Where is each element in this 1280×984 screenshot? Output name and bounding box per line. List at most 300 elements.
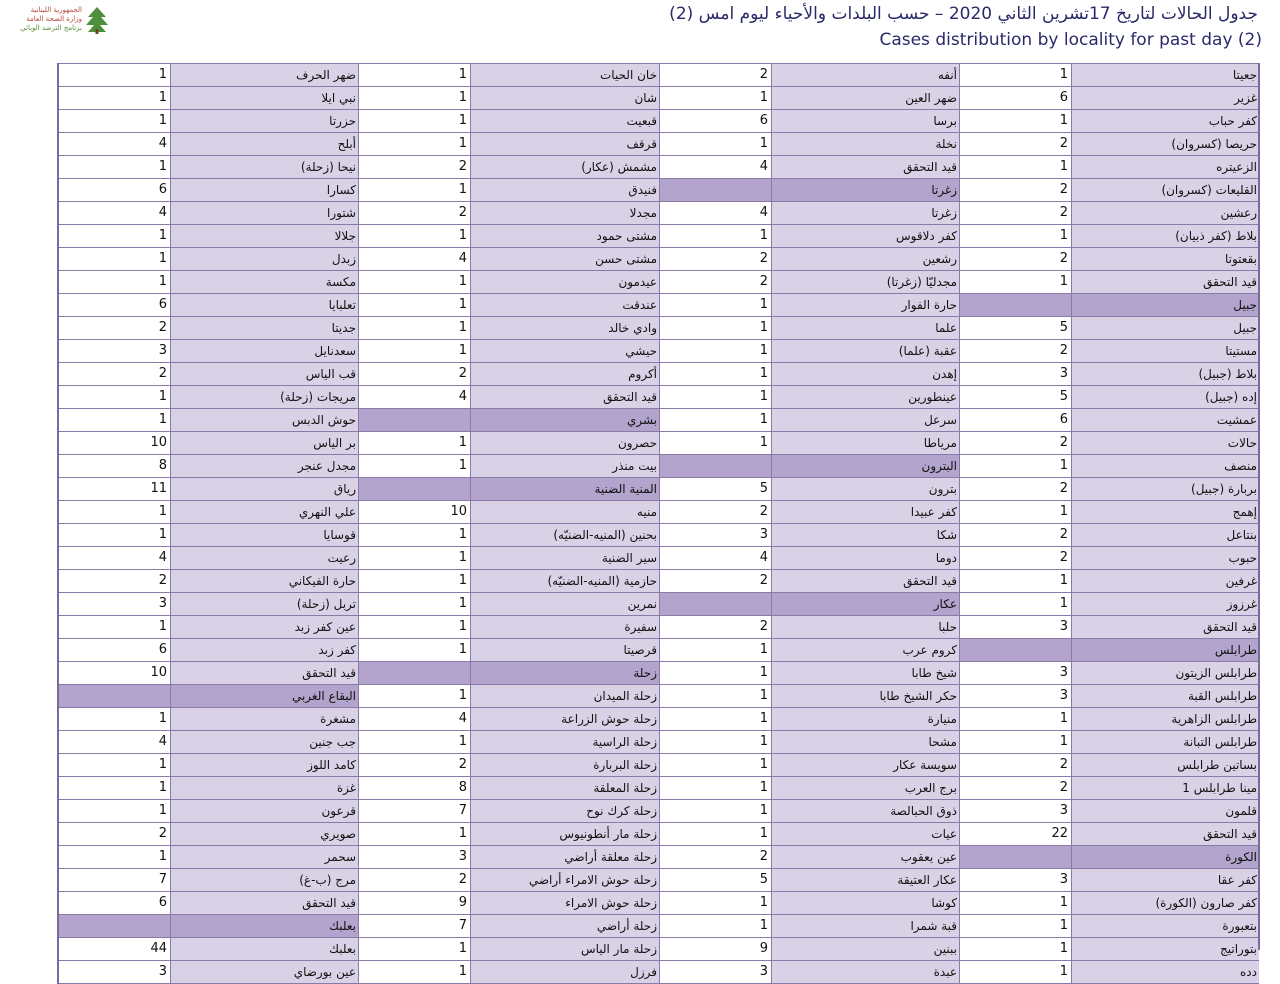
case-count: 1 — [960, 708, 1072, 730]
case-count: 1 — [960, 156, 1072, 178]
case-count — [960, 846, 1072, 868]
case-count: 1 — [660, 823, 772, 845]
locality-name: زغرتا — [772, 202, 959, 224]
table-row — [59, 754, 358, 777]
case-count: 1 — [359, 133, 471, 155]
region-name: الكورة — [1072, 846, 1259, 868]
case-count: 2 — [359, 202, 471, 224]
case-count: 2 — [59, 570, 171, 592]
case-count: 3 — [59, 593, 171, 615]
locality-name: قبة شمرا — [772, 915, 959, 937]
case-count: 2 — [960, 179, 1072, 201]
locality-name: عين يعقوب — [772, 846, 959, 868]
table-row — [960, 248, 1259, 271]
locality-name: مجدل عنجر — [171, 455, 358, 477]
case-count: 1 — [359, 685, 471, 707]
table-row — [660, 294, 959, 317]
case-count: 1 — [960, 455, 1072, 477]
table-row — [359, 869, 659, 892]
region-header-row — [59, 685, 358, 708]
table-row — [960, 432, 1259, 455]
case-count: 1 — [660, 225, 772, 247]
table-row — [660, 340, 959, 363]
locality-name: نيحا (زحلة) — [171, 156, 358, 178]
locality-name: ذوق الحبالصة — [772, 800, 959, 822]
case-count: 4 — [59, 731, 171, 753]
table-row — [960, 409, 1259, 432]
table-row — [59, 271, 358, 294]
case-count: 2 — [59, 363, 171, 385]
table-column-3 — [358, 63, 659, 984]
case-count: 1 — [660, 133, 772, 155]
case-count: 6 — [960, 409, 1072, 431]
locality-name: سحمر — [171, 846, 358, 868]
locality-name: كفر عبيدا — [772, 501, 959, 523]
locality-name: عمشيت — [1072, 409, 1259, 431]
locality-name: القليعات (كسروان) — [1072, 179, 1259, 201]
table-row — [660, 915, 959, 938]
case-count — [59, 685, 171, 707]
case-count: 8 — [59, 455, 171, 477]
locality-name: زحلة معلقة أراضي — [471, 846, 659, 868]
locality-name: مشتى حسن — [471, 248, 659, 270]
case-count: 1 — [59, 271, 171, 293]
table-row — [960, 501, 1259, 524]
table-row — [660, 616, 959, 639]
locality-name: علما — [772, 317, 959, 339]
locality-name: بيت منذر — [471, 455, 659, 477]
locality-name: بربارة (جبيل) — [1072, 478, 1259, 500]
case-count: 1 — [59, 225, 171, 247]
case-count: 2 — [960, 754, 1072, 776]
locality-name: حيشي — [471, 340, 659, 362]
case-count — [960, 294, 1072, 316]
table-column-2 — [659, 63, 959, 984]
case-count: 1 — [960, 64, 1072, 86]
case-count: 1 — [960, 110, 1072, 132]
table-row — [660, 87, 959, 110]
case-count: 1 — [660, 708, 772, 730]
case-count: 6 — [59, 639, 171, 661]
table-row — [660, 685, 959, 708]
locality-name: زحلة أراضي — [471, 915, 659, 937]
locality-name: بنتاعل — [1072, 524, 1259, 546]
table-row — [359, 800, 659, 823]
case-count: 1 — [660, 800, 772, 822]
locality-name: نخلة — [772, 133, 959, 155]
locality-name: مريجات (زحلة) — [171, 386, 358, 408]
table-row — [960, 133, 1259, 156]
table-row — [960, 202, 1259, 225]
table-row — [59, 63, 358, 87]
table-row — [359, 432, 659, 455]
locality-name: عقبة (علما) — [772, 340, 959, 362]
case-count: 3 — [960, 616, 1072, 638]
table-row — [660, 524, 959, 547]
locality-name: قبعيت — [471, 110, 659, 132]
case-count — [660, 455, 772, 477]
table-row — [59, 846, 358, 869]
table-row — [59, 386, 358, 409]
case-count: 1 — [59, 386, 171, 408]
locality-name: حوش الدبس — [171, 409, 358, 431]
locality-name: أبلح — [171, 133, 358, 155]
case-count: 1 — [359, 455, 471, 477]
locality-name: زحلة حوش الزراعة — [471, 708, 659, 730]
table-row — [59, 363, 358, 386]
locality-name: طرابلس القبة — [1072, 685, 1259, 707]
table-row — [59, 616, 358, 639]
case-count: 4 — [59, 133, 171, 155]
case-count: 1 — [359, 317, 471, 339]
locality-name: مشحا — [772, 731, 959, 753]
locality-name: طرابلس الزيتون — [1072, 662, 1259, 684]
case-count: 10 — [359, 501, 471, 523]
case-count: 1 — [59, 616, 171, 638]
cases-table — [57, 63, 1259, 984]
locality-name: حلبا — [772, 616, 959, 638]
case-count: 2 — [359, 363, 471, 385]
locality-name: عكار العتيقة — [772, 869, 959, 891]
table-row — [960, 570, 1259, 593]
region-name: البترون — [772, 455, 959, 477]
table-column-4 — [57, 63, 358, 984]
locality-name: كروم عرب — [772, 639, 959, 661]
case-count: 3 — [59, 340, 171, 362]
case-count: 5 — [660, 869, 772, 891]
locality-name: سرعل — [772, 409, 959, 431]
case-count: 1 — [59, 64, 171, 86]
table-row — [359, 110, 659, 133]
locality-name: بعلبك — [171, 938, 358, 960]
case-count: 1 — [359, 87, 471, 109]
table-row — [660, 662, 959, 685]
locality-name: نبي ايلا — [171, 87, 358, 109]
table-row — [359, 225, 659, 248]
locality-name: عين بورضاي — [171, 961, 358, 983]
table-row — [359, 501, 659, 524]
table-row — [59, 133, 358, 156]
table-row — [359, 363, 659, 386]
region-header-row — [359, 409, 659, 432]
table-row — [660, 846, 959, 869]
locality-name: منيارة — [772, 708, 959, 730]
locality-name: سعدنايل — [171, 340, 358, 362]
table-row — [960, 662, 1259, 685]
locality-name: سير الضنية — [471, 547, 659, 569]
case-count: 6 — [59, 892, 171, 914]
case-count: 1 — [660, 340, 772, 362]
case-count: 1 — [660, 662, 772, 684]
case-count: 3 — [960, 363, 1072, 385]
locality-name: صويري — [171, 823, 358, 845]
table-row — [960, 593, 1259, 616]
locality-name: ضهر الحرف — [171, 64, 358, 86]
case-count: 1 — [960, 892, 1072, 914]
case-count: 2 — [660, 616, 772, 638]
case-count: 1 — [960, 938, 1072, 960]
table-row — [660, 317, 959, 340]
locality-name: قب الياس — [171, 363, 358, 385]
case-count: 1 — [660, 731, 772, 753]
case-count: 1 — [660, 639, 772, 661]
table-row — [660, 271, 959, 294]
locality-name: زحلة حوش الامراء — [471, 892, 659, 914]
locality-name: قرصيتا — [471, 639, 659, 661]
table-row — [660, 961, 959, 984]
region-header-row — [660, 179, 959, 202]
case-count: 1 — [660, 892, 772, 914]
case-count: 2 — [960, 432, 1072, 454]
locality-name: كفر دلاقوس — [772, 225, 959, 247]
locality-name: دوما — [772, 547, 959, 569]
locality-name: الزعيتره — [1072, 156, 1259, 178]
case-count: 1 — [359, 570, 471, 592]
case-count: 1 — [359, 593, 471, 615]
table-row — [660, 869, 959, 892]
case-count — [59, 915, 171, 937]
table-row — [359, 570, 659, 593]
table-row — [59, 501, 358, 524]
case-count: 44 — [59, 938, 171, 960]
case-count: 5 — [960, 386, 1072, 408]
locality-name: كفر صارون (الكورة) — [1072, 892, 1259, 914]
title-arabic: جدول الحالات لتاريخ 17تشرين الثاني 2020 – حسب البلدات والأحياء ليوم امس (2) — [669, 4, 1258, 24]
locality-name: عيات — [772, 823, 959, 845]
case-count: 1 — [359, 616, 471, 638]
table-row — [59, 547, 358, 570]
case-count: 3 — [960, 800, 1072, 822]
table-row — [960, 823, 1259, 846]
locality-name: بتعبورة — [1072, 915, 1259, 937]
table-row — [960, 754, 1259, 777]
table-row — [359, 294, 659, 317]
table-row — [59, 202, 358, 225]
locality-name: حبوب — [1072, 547, 1259, 569]
table-row — [359, 616, 659, 639]
locality-name: سفيرة — [471, 616, 659, 638]
table-column-1 — [959, 63, 1259, 984]
table-row — [59, 340, 358, 363]
table-row — [59, 639, 358, 662]
table-row — [660, 547, 959, 570]
table-row — [59, 570, 358, 593]
table-row — [359, 593, 659, 616]
locality-name: حارة الفوار — [772, 294, 959, 316]
table-row — [960, 961, 1259, 984]
table-row — [59, 294, 358, 317]
table-row — [359, 271, 659, 294]
case-count: 2 — [59, 823, 171, 845]
locality-name: جب جنين — [171, 731, 358, 753]
case-count: 2 — [660, 271, 772, 293]
table-row — [359, 63, 659, 87]
table-row — [359, 455, 659, 478]
locality-name: قوسايا — [171, 524, 358, 546]
locality-name: طرابلس التبانة — [1072, 731, 1259, 753]
table-row — [960, 317, 1259, 340]
table-row — [960, 179, 1259, 202]
table-row — [960, 271, 1259, 294]
table-row — [960, 777, 1259, 800]
locality-name: رعيت — [171, 547, 358, 569]
case-count: 1 — [960, 593, 1072, 615]
case-count: 2 — [660, 248, 772, 270]
region-name: بعلبك — [171, 915, 358, 937]
case-count: 2 — [359, 156, 471, 178]
region-header-row — [359, 478, 659, 501]
table-row — [960, 547, 1259, 570]
table-row — [59, 777, 358, 800]
table-row — [660, 363, 959, 386]
case-count: 3 — [960, 869, 1072, 891]
table-row — [59, 731, 358, 754]
locality-name: زحلة المعلقة — [471, 777, 659, 799]
locality-name: ببنين — [772, 938, 959, 960]
cedar-tree-icon — [82, 5, 112, 35]
locality-name: عيدمون — [471, 271, 659, 293]
locality-name: إهدن — [772, 363, 959, 385]
case-count: 1 — [359, 179, 471, 201]
case-count: 1 — [660, 754, 772, 776]
locality-name: كوشا — [772, 892, 959, 914]
table-row — [59, 961, 358, 984]
case-count: 3 — [660, 524, 772, 546]
locality-name: حالات — [1072, 432, 1259, 454]
table-row — [960, 87, 1259, 110]
table-row — [59, 800, 358, 823]
locality-name: مينا طرابلس 1 — [1072, 777, 1259, 799]
locality-name: كسارا — [171, 179, 358, 201]
region-name: طرابلس — [1072, 639, 1259, 661]
table-row — [960, 524, 1259, 547]
locality-name: قيد التحقق — [471, 386, 659, 408]
locality-name: بتوراتيج — [1072, 938, 1259, 960]
locality-name: إده (جبيل) — [1072, 386, 1259, 408]
locality-name: كفر زبد — [171, 639, 358, 661]
case-count: 3 — [960, 662, 1072, 684]
table-row — [960, 685, 1259, 708]
locality-name: خان الحيات — [471, 64, 659, 86]
locality-name: زحلة الميدان — [471, 685, 659, 707]
table-row — [359, 547, 659, 570]
table-row — [359, 340, 659, 363]
case-count: 6 — [59, 179, 171, 201]
case-count: 1 — [359, 340, 471, 362]
table-row — [660, 478, 959, 501]
locality-name: دده — [1072, 961, 1259, 983]
locality-name: حازمية (المنيه-الضنيّه) — [471, 570, 659, 592]
locality-name: غزير — [1072, 87, 1259, 109]
case-count: 1 — [660, 432, 772, 454]
locality-name: مكسة — [171, 271, 358, 293]
region-name: عكار — [772, 593, 959, 615]
locality-name: مشغرة — [171, 708, 358, 730]
case-count: 5 — [960, 317, 1072, 339]
region-header-row — [960, 639, 1259, 662]
table-row — [359, 754, 659, 777]
case-count: 4 — [59, 547, 171, 569]
table-row — [359, 731, 659, 754]
table-row — [960, 708, 1259, 731]
table-row — [359, 317, 659, 340]
case-count: 10 — [59, 432, 171, 454]
case-count: 2 — [660, 570, 772, 592]
locality-name: فنيدق — [471, 179, 659, 201]
table-row — [59, 156, 358, 179]
locality-name: قيد التحقق — [171, 892, 358, 914]
locality-name: شتورا — [171, 202, 358, 224]
table-row — [660, 225, 959, 248]
locality-name: مرج (ب-غ) — [171, 869, 358, 891]
case-count — [359, 662, 471, 684]
table-row — [960, 363, 1259, 386]
table-row — [359, 156, 659, 179]
case-count: 3 — [960, 685, 1072, 707]
region-header-row — [660, 455, 959, 478]
table-row — [359, 708, 659, 731]
table-row — [59, 110, 358, 133]
case-count: 10 — [59, 662, 171, 684]
locality-name: أكروم — [471, 363, 659, 385]
case-count: 4 — [359, 248, 471, 270]
page-header — [0, 0, 1280, 60]
case-count: 22 — [960, 823, 1072, 845]
table-row — [660, 501, 959, 524]
title-english: Cases distribution by locality for past day (2) — [879, 30, 1262, 50]
case-count: 2 — [359, 869, 471, 891]
case-count: 1 — [359, 547, 471, 569]
locality-name: قلمون — [1072, 800, 1259, 822]
locality-name: أنفه — [772, 64, 959, 86]
locality-name: حصرون — [471, 432, 659, 454]
case-count: 2 — [960, 202, 1072, 224]
locality-name: وادي خالد — [471, 317, 659, 339]
table-row — [660, 248, 959, 271]
locality-name: مجدلا — [471, 202, 659, 224]
table-row — [359, 777, 659, 800]
case-count: 3 — [359, 846, 471, 868]
case-count: 1 — [660, 294, 772, 316]
case-count: 4 — [359, 708, 471, 730]
case-count: 1 — [359, 961, 471, 983]
case-count: 1 — [59, 110, 171, 132]
table-row — [359, 639, 659, 662]
locality-name: بحنين (المنيه-الضنيّه) — [471, 524, 659, 546]
logo-line-program: برنامج الترصد الوبائي — [20, 24, 82, 32]
locality-name: زحلة كرك نوح — [471, 800, 659, 822]
case-count: 1 — [359, 225, 471, 247]
case-count: 7 — [359, 800, 471, 822]
table-row — [59, 478, 358, 501]
table-row — [960, 938, 1259, 961]
locality-name: غرفين — [1072, 570, 1259, 592]
case-count: 1 — [660, 386, 772, 408]
case-count — [660, 179, 772, 201]
case-count: 1 — [960, 915, 1072, 937]
table-row — [359, 248, 659, 271]
locality-name: قيد التحقق — [171, 662, 358, 684]
case-count: 1 — [59, 248, 171, 270]
locality-name: نمرين — [471, 593, 659, 615]
table-row — [960, 225, 1259, 248]
case-count: 1 — [59, 800, 171, 822]
case-count: 1 — [960, 570, 1072, 592]
region-name: زغرتا — [772, 179, 959, 201]
table-row — [59, 938, 358, 961]
table-row — [660, 731, 959, 754]
locality-name: قرقف — [471, 133, 659, 155]
